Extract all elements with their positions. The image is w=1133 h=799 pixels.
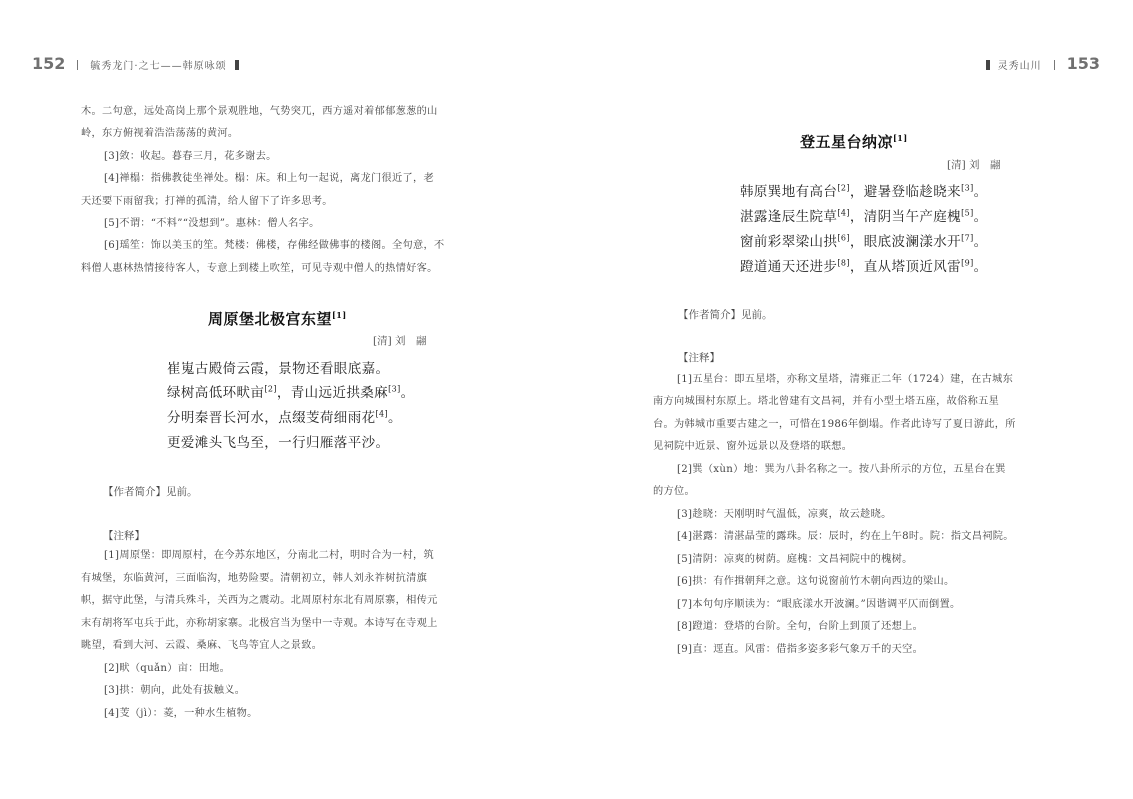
top-note-line: 木。二句意，远处高岗上那个景观胜地，气势突兀，西方遥对着郁郁葱葱的山	[81, 106, 438, 117]
header-marker	[986, 60, 990, 70]
top-note-line: [4]禅榻：指佛教徒坐禅处。榻：床。和上句一起说，离龙门很近了，老	[104, 173, 434, 184]
poem-author: [清] 刘 翮	[373, 335, 427, 347]
note-line: 南方向城围村东原上。塔北曾建有文昌祠，并有小型土塔五座，故俗称五星	[653, 396, 1000, 407]
poem-line: 绿树高低环畎亩[2]，青山远近拱桑麻[3]。	[167, 384, 415, 401]
header-divider	[1054, 60, 1055, 70]
right-page-header	[978, 54, 1100, 73]
note-line: 见祠院中近景、窗外远景以及登塔的联想。	[653, 441, 853, 452]
running-title: 灵秀山川	[997, 61, 1042, 72]
note-line: [1]五星台：即五星塔，亦称文星塔，清雍正二年（1724）建，在古城东	[677, 374, 1014, 385]
top-note-line: [3]敛：收起。暮春三月，花多谢去。	[104, 151, 277, 162]
poem-line: 湛露逢辰生院草[4]，清阴当午产庭槐[5]。	[740, 208, 988, 225]
note-line: [4]湛露：清湛晶莹的露珠。辰：辰时，约在上午8时。院：指文昌祠院。	[677, 531, 1014, 542]
note-line: [5]清阴：凉爽的树荫。庭槐：文昌祠院中的槐树。	[677, 554, 913, 565]
note-line: [8]蹬道：登塔的台阶。全句，台阶上到顶了还想上。	[677, 621, 924, 632]
note-line: [6]拱：有作揖朝拜之意。这句说窗前竹木朝向西边的梁山。	[677, 576, 955, 587]
note-line: [2]畎（quǎn）亩：田地。	[104, 663, 231, 674]
poem-line: 分明秦晋长河水，点缀芰荷细雨花[4]。	[167, 409, 402, 426]
page-number: 152	[32, 54, 66, 73]
left-page-header	[32, 54, 247, 73]
note-line: [3]趁晓：天刚明时气温低，凉爽，故云趁晓。	[677, 509, 892, 520]
note-line: 的方位。	[653, 486, 695, 497]
top-note-line: [5]不谓：“不料”“没想到”。惠林：僧人名字。	[104, 218, 320, 229]
note-line: [7]本句句序顺读为：“眼底漾水开波澜。”因谐调平仄而倒置。	[677, 599, 961, 610]
notes-heading: 【注释】	[678, 352, 720, 364]
note-line: 末有胡将军屯兵于此，亦称胡家寨。北极宫当为堡中一寺观。本诗写在寺观上	[81, 618, 438, 629]
author-intro: 【作者简介】见前。	[103, 486, 198, 498]
notes-heading: 【注释】	[103, 530, 145, 542]
top-note-line: 岭，东方俯视着浩浩荡荡的黄河。	[81, 128, 239, 139]
top-note-line: [6]瑶笙：饰以美玉的笙。梵楼：佛楼，存佛经做佛事的楼阁。全句意，不	[104, 240, 445, 251]
note-line: [4]芰（jì）：菱，一种水生植物。	[104, 708, 258, 719]
poem-line: 更爱滩头飞鸟至，一行归雁落平沙。	[167, 435, 390, 451]
poem-line: 崔嵬古殿倚云霞，景物还看眼底嘉。	[167, 361, 390, 377]
poem-title: 周原堡北极宫东望[1]	[208, 310, 347, 328]
note-line: 眺望，看到大河、云霞、桑麻、飞鸟等宜人之景致。	[81, 640, 323, 651]
poem-line: 窗前彩翠梁山拱[6]，眼底波澜漾水开[7]。	[740, 233, 988, 250]
top-note-line: 天还要下雨留我；打禅的孤清，给人留下了许多思考。	[81, 196, 333, 207]
header-divider	[77, 60, 78, 70]
note-line: 台。为韩城市重要古建之一，可惜在1986年倒塌。作者此诗写了夏日游此，所	[653, 419, 1016, 430]
page-number: 153	[1066, 54, 1100, 73]
poem-title: 登五星台纳凉[1]	[800, 133, 908, 151]
note-line: 帜，据守此堡，与清兵殊斗，关西为之震动。北周原村东北有周原寨，相传元	[81, 595, 438, 606]
note-line: [9]直：逕直。风雷：借指多姿多彩气象万千的天空。	[677, 644, 924, 655]
note-line: 有城堡，东临黄河，三面临沟，地势险要。清朝初立，韩人刘永祚树抗清旗	[81, 573, 428, 584]
right-page	[567, 0, 1133, 799]
note-line: [2]巽（xùn）地：巽为八卦名称之一。按八卦所示的方位，五星台在巽	[677, 464, 1006, 475]
top-note-line: 料僧人惠林热情接待客人，专意上到楼上吹笙，可见寺观中僧人的热情好客。	[81, 263, 438, 274]
author-intro: 【作者简介】见前。	[678, 309, 773, 321]
note-line: [3]拱：朝向，此处有拔触义。	[104, 685, 246, 696]
poem-line: 蹬道通天还进步[8]，直从塔顶近风雷[9]。	[740, 258, 988, 275]
header-marker	[235, 60, 239, 70]
left-page	[0, 0, 566, 799]
poem-line: 韩原巽地有高台[2]，避暑登临趁晓来[3]。	[740, 183, 988, 200]
poem-author: [清] 刘 翮	[947, 159, 1001, 171]
note-line: [1]周原堡：即周原村，在今苏东地区，分南北二村，明时合为一村，筑	[104, 550, 434, 561]
running-title: 毓秀龙门·之七——韩原咏颂	[90, 61, 227, 72]
